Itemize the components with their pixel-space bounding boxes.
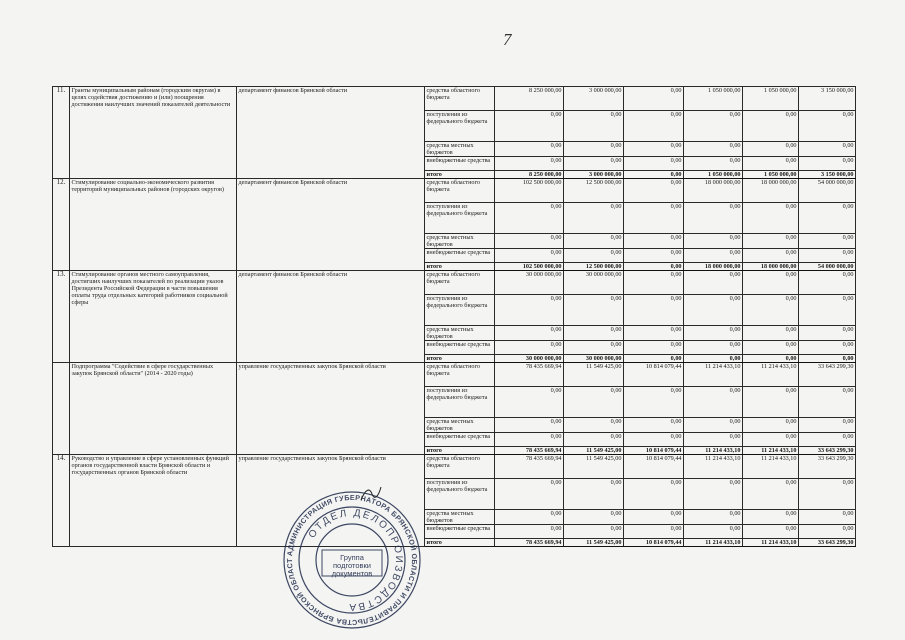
amount-cell: 11 214 433,10: [684, 455, 743, 479]
amount-cell: 33 643 299,30: [799, 447, 856, 455]
amount-cell: 0,00: [495, 234, 564, 249]
amount-cell: 11 214 433,10: [684, 447, 743, 455]
amount-cell: 0,00: [684, 295, 743, 326]
amount-cell: 18 000 000,00: [743, 179, 799, 203]
amount-cell: 0,00: [684, 510, 743, 525]
amount-cell: 0,00: [624, 510, 684, 525]
amount-cell: 0,00: [564, 326, 624, 341]
amount-cell: 0,00: [799, 418, 856, 433]
amount-cell: 0,00: [624, 87, 684, 111]
funding-source: средства областного бюджета: [425, 87, 495, 111]
amount-cell: 8 250 000,00: [495, 171, 564, 179]
amount-cell: 0,00: [624, 171, 684, 179]
amount-cell: 0,00: [624, 525, 684, 539]
table-row: [53, 455, 856, 479]
amount-cell: 54 000 000,00: [799, 263, 856, 271]
amount-cell: 0,00: [495, 326, 564, 341]
amount-cell: 0,00: [564, 479, 624, 510]
amount-cell: 0,00: [624, 271, 684, 295]
amount-cell: 0,00: [495, 433, 564, 447]
amount-cell: 0,00: [684, 111, 743, 142]
funding-source: поступления из федерального бюджета: [425, 203, 495, 234]
funding-source: средства местных бюджетов: [425, 234, 495, 249]
amount-cell: 18 000 000,00: [684, 263, 743, 271]
amount-cell: 0,00: [564, 418, 624, 433]
amount-cell: 1 050 000,00: [743, 171, 799, 179]
page-number: 7: [503, 30, 512, 49]
amount-cell: 0,00: [743, 479, 799, 510]
amount-cell: 0,00: [743, 387, 799, 418]
executor-name: управление государственных закупок Брянской области: [237, 363, 425, 455]
amount-cell: 0,00: [684, 203, 743, 234]
measure-name: Стимулирование органов местного самоуправления, достигших наилучших показателей по реализации указов Президента Российской Федерации в части повышения оплаты труда отдельных категорий работников социальной сферы: [70, 271, 237, 363]
amount-cell: 78 435 669,94: [495, 539, 564, 547]
amount-cell: 78 435 669,94: [495, 363, 564, 387]
funding-source: внебюджетные средства: [425, 433, 495, 447]
table-row: [53, 363, 856, 387]
amount-cell: 0,00: [684, 433, 743, 447]
amount-cell: 0,00: [564, 249, 624, 263]
amount-cell: 78 435 669,94: [495, 447, 564, 455]
department-stamp: [282, 490, 422, 630]
amount-cell: 0,00: [495, 249, 564, 263]
amount-cell: 0,00: [624, 234, 684, 249]
amount-cell: 0,00: [799, 111, 856, 142]
stamp-center-line-1: Группа: [340, 553, 364, 562]
amount-cell: 0,00: [624, 142, 684, 157]
funding-source: средства местных бюджетов: [425, 418, 495, 433]
amount-cell: 0,00: [743, 341, 799, 355]
amount-cell: 0,00: [684, 387, 743, 418]
funding-source: поступления из федерального бюджета: [425, 111, 495, 142]
amount-cell: 33 643 299,30: [799, 363, 856, 387]
amount-cell: 0,00: [495, 142, 564, 157]
amount-cell: 0,00: [624, 479, 684, 510]
amount-cell: 0,00: [624, 326, 684, 341]
amount-cell: 0,00: [684, 525, 743, 539]
funding-source: внебюджетные средства: [425, 341, 495, 355]
funding-source: итого: [425, 539, 495, 547]
amount-cell: 33 643 299,30: [799, 539, 856, 547]
amount-cell: 0,00: [495, 341, 564, 355]
funding-source: средства местных бюджетов: [425, 326, 495, 341]
funding-source: итого: [425, 447, 495, 455]
amount-cell: 0,00: [564, 341, 624, 355]
amount-cell: 0,00: [743, 234, 799, 249]
amount-cell: 0,00: [624, 433, 684, 447]
amount-cell: 0,00: [564, 525, 624, 539]
amount-cell: 0,00: [743, 203, 799, 234]
amount-cell: 0,00: [799, 249, 856, 263]
amount-cell: 3 000 000,00: [564, 171, 624, 179]
amount-cell: 0,00: [564, 142, 624, 157]
amount-cell: 0,00: [743, 142, 799, 157]
amount-cell: 0,00: [684, 355, 743, 363]
amount-cell: 0,00: [799, 433, 856, 447]
funding-source: внебюджетные средства: [425, 157, 495, 171]
amount-cell: 78 435 669,94: [495, 455, 564, 479]
amount-cell: 3 150 000,00: [799, 87, 856, 111]
executor-name: департамент финансов Брянской области: [237, 87, 425, 179]
amount-cell: 0,00: [799, 326, 856, 341]
measure-name: Подпрограмма "Содействие в сфере государственных закупок Брянской области" (2014 - 2020 годы): [70, 363, 237, 455]
amount-cell: 11 549 425,00: [564, 447, 624, 455]
amount-cell: 0,00: [743, 525, 799, 539]
stamp-outer-text: АДМИНИСТРАЦИЯ ГУБЕРНАТОРА БРЯНСКОЙ ОБЛАСТИ И ПРАВИТЕЛЬСТВА БРЯНСКОЙ ОБЛАСТ: [284, 492, 420, 628]
amount-cell: 102 500 000,00: [495, 179, 564, 203]
funding-source: поступления из федерального бюджета: [425, 295, 495, 326]
table-row: [53, 179, 856, 203]
amount-cell: 0,00: [684, 249, 743, 263]
amount-cell: 0,00: [624, 263, 684, 271]
amount-cell: 18 000 000,00: [743, 263, 799, 271]
amount-cell: 8 250 000,00: [495, 87, 564, 111]
row-index: 14.: [53, 455, 70, 547]
amount-cell: 30 000 000,00: [495, 271, 564, 295]
amount-cell: 11 214 433,10: [743, 363, 799, 387]
amount-cell: 0,00: [624, 179, 684, 203]
amount-cell: 0,00: [799, 479, 856, 510]
amount-cell: 10 814 079,44: [624, 455, 684, 479]
amount-cell: 0,00: [564, 295, 624, 326]
funding-source: внебюджетные средства: [425, 525, 495, 539]
funding-source: поступления из федерального бюджета: [425, 479, 495, 510]
funding-source: внебюджетные средства: [425, 249, 495, 263]
amount-cell: 0,00: [564, 157, 624, 171]
measure-name: Гранты муниципальным районам (городским округам) в целях содействия достижению и (или) поощрения достижения наилучших значений показателей деятельности: [70, 87, 237, 179]
funding-source: средства местных бюджетов: [425, 142, 495, 157]
amount-cell: 11 214 433,10: [743, 455, 799, 479]
amount-cell: 0,00: [624, 203, 684, 234]
amount-cell: 0,00: [495, 479, 564, 510]
amount-cell: 0,00: [624, 157, 684, 171]
amount-cell: 0,00: [799, 295, 856, 326]
amount-cell: 0,00: [799, 355, 856, 363]
amount-cell: 0,00: [495, 525, 564, 539]
amount-cell: 0,00: [495, 510, 564, 525]
amount-cell: 11 214 433,10: [684, 539, 743, 547]
stamp-graphic: [282, 490, 422, 630]
amount-cell: 0,00: [743, 355, 799, 363]
amount-cell: 0,00: [564, 111, 624, 142]
funding-source: итого: [425, 263, 495, 271]
row-index: 11.: [53, 87, 70, 179]
stamp-inner-text: ОТДЕЛ ДЕЛОПРОИЗВОДСТВА: [306, 507, 405, 613]
amount-cell: 0,00: [799, 234, 856, 249]
stamp-center-line-2: подготовки: [333, 561, 371, 570]
amount-cell: 0,00: [624, 387, 684, 418]
amount-cell: 33 643 299,30: [799, 455, 856, 479]
amount-cell: 12 500 000,00: [564, 263, 624, 271]
funding-source: средства областного бюджета: [425, 455, 495, 479]
amount-cell: 0,00: [684, 271, 743, 295]
amount-cell: 0,00: [743, 295, 799, 326]
amount-cell: 0,00: [495, 295, 564, 326]
amount-cell: 0,00: [743, 249, 799, 263]
amount-cell: 0,00: [684, 341, 743, 355]
amount-cell: 0,00: [743, 157, 799, 171]
amount-cell: 0,00: [495, 203, 564, 234]
funding-source: средства областного бюджета: [425, 179, 495, 203]
amount-cell: 0,00: [495, 157, 564, 171]
amount-cell: 12 500 000,00: [564, 179, 624, 203]
amount-cell: 30 000 000,00: [495, 355, 564, 363]
amount-cell: 0,00: [564, 510, 624, 525]
executor-name: департамент финансов Брянской области: [237, 179, 425, 271]
amount-cell: 1 050 000,00: [743, 87, 799, 111]
amount-cell: 1 050 000,00: [684, 171, 743, 179]
amount-cell: 0,00: [743, 326, 799, 341]
amount-cell: 0,00: [799, 142, 856, 157]
row-index: [53, 363, 70, 455]
amount-cell: 10 814 079,44: [624, 539, 684, 547]
amount-cell: 30 000 000,00: [564, 271, 624, 295]
amount-cell: 0,00: [495, 111, 564, 142]
amount-cell: 18 000 000,00: [684, 179, 743, 203]
amount-cell: 3 000 000,00: [564, 87, 624, 111]
amount-cell: 0,00: [743, 433, 799, 447]
amount-cell: 0,00: [799, 271, 856, 295]
funding-source: средства областного бюджета: [425, 363, 495, 387]
amount-cell: 0,00: [495, 418, 564, 433]
amount-cell: 30 000 000,00: [564, 355, 624, 363]
funding-source: средства местных бюджетов: [425, 510, 495, 525]
amount-cell: 54 000 000,00: [799, 179, 856, 203]
amount-cell: 1 050 000,00: [684, 87, 743, 111]
funding-source: итого: [425, 171, 495, 179]
amount-cell: 0,00: [799, 341, 856, 355]
amount-cell: 0,00: [799, 203, 856, 234]
funding-source: итого: [425, 355, 495, 363]
amount-cell: 0,00: [684, 142, 743, 157]
amount-cell: 0,00: [624, 355, 684, 363]
amount-cell: 11 549 425,00: [564, 455, 624, 479]
stamp-center-line-3: документов: [331, 569, 373, 578]
amount-cell: 0,00: [684, 418, 743, 433]
amount-cell: 11 214 433,10: [743, 539, 799, 547]
amount-cell: 0,00: [624, 111, 684, 142]
amount-cell: 0,00: [624, 249, 684, 263]
amount-cell: 10 814 079,44: [624, 363, 684, 387]
row-index: 13.: [53, 271, 70, 363]
funding-source: средства областного бюджета: [425, 271, 495, 295]
funding-source: поступления из федерального бюджета: [425, 387, 495, 418]
executor-name: департамент финансов Брянской области: [237, 271, 425, 363]
amount-cell: 11 549 425,00: [564, 539, 624, 547]
amount-cell: 0,00: [495, 387, 564, 418]
executor-name: управление государственных закупок Брянской области: [237, 455, 425, 547]
amount-cell: 0,00: [684, 326, 743, 341]
amount-cell: 0,00: [624, 295, 684, 326]
amount-cell: 3 150 000,00: [799, 171, 856, 179]
amount-cell: 10 814 079,44: [624, 447, 684, 455]
amount-cell: 11 549 425,00: [564, 363, 624, 387]
budget-table: [52, 86, 856, 547]
amount-cell: 0,00: [684, 479, 743, 510]
table-body: [53, 87, 856, 547]
measure-name: Руководство и управление в сфере установленных функций органов государственной власти Брянской области и государственных органов Брянской области: [70, 455, 237, 547]
amount-cell: 0,00: [799, 525, 856, 539]
amount-cell: 0,00: [564, 433, 624, 447]
row-index: 12.: [53, 179, 70, 271]
amount-cell: 11 214 433,10: [684, 363, 743, 387]
amount-cell: 11 214 433,10: [743, 447, 799, 455]
amount-cell: 0,00: [684, 234, 743, 249]
amount-cell: 102 500 000,00: [495, 263, 564, 271]
amount-cell: 0,00: [799, 510, 856, 525]
amount-cell: 0,00: [743, 418, 799, 433]
amount-cell: 0,00: [624, 418, 684, 433]
table-row: [53, 271, 856, 295]
amount-cell: 0,00: [799, 387, 856, 418]
amount-cell: 0,00: [624, 341, 684, 355]
amount-cell: 0,00: [743, 271, 799, 295]
pen-mark: [358, 484, 384, 504]
table-row: [53, 87, 856, 111]
amount-cell: 0,00: [684, 157, 743, 171]
amount-cell: 0,00: [743, 510, 799, 525]
amount-cell: 0,00: [743, 111, 799, 142]
amount-cell: 0,00: [564, 387, 624, 418]
amount-cell: 0,00: [799, 157, 856, 171]
measure-name: Стимулирование социально-экономического развития территорий муниципальных районов (городских округов): [70, 179, 237, 271]
amount-cell: 0,00: [564, 234, 624, 249]
amount-cell: 0,00: [564, 203, 624, 234]
